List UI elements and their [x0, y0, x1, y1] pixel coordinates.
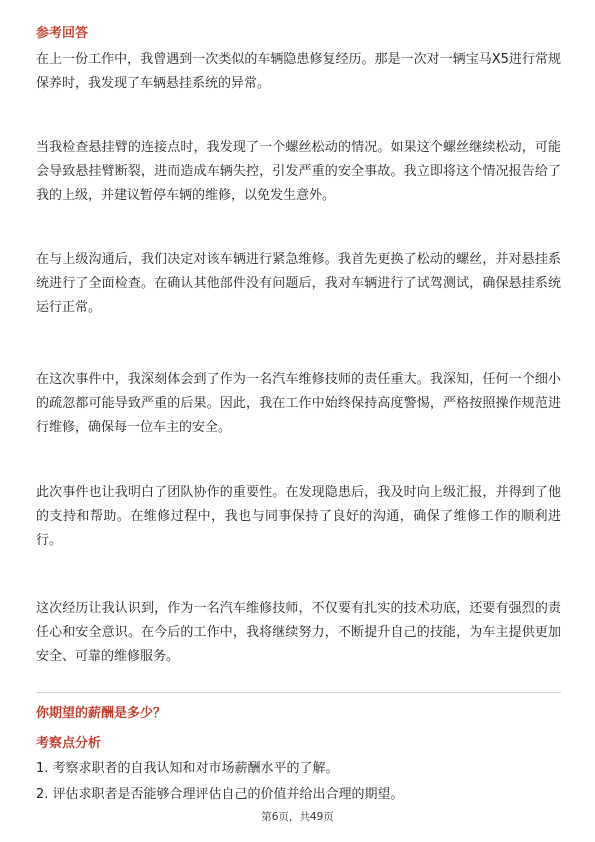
question-heading: 你期望的薪酬是多少？	[36, 706, 167, 721]
paragraph-3: 在与上级沟通后，我们决定对该车辆进行紧急维修。我首先更换了松动的螺丝，并对悬挂系统进行了全面检查。在确认其他部件没有问题后，我对车辆进行了试驾测试，确保悬挂系统运行正常。	[36, 252, 561, 315]
paragraph-1: 在上一份工作中，我曾遇到一次类似的车辆隐患修复经历。那是一次对一辆宝马X5进行常规保养时，我发现了车辆悬挂系统的异常。	[36, 52, 561, 91]
reference-answer-heading: 参考回答	[36, 26, 89, 41]
paragraph-4: 在这次事件中，我深刻体会到了作为一名汽车维修技师的责任重大。我深知，任何一个细小的疏忽都可能导致严重的后果。因此，我在工作中始终保持高度警惕，严格按照操作规范进行维修，确保每一位车主的安全。	[36, 372, 561, 435]
analysis-point-1: 1. 考察求职者的自我认知和对市场薪酬水平的了解。	[36, 761, 339, 776]
paragraph-5: 此次事件也让我明白了团队协作的重要性。在发现隐患后，我及时向上级汇报，并得到了他的支持和帮助。在维修过程中，我也与同事保持了良好的沟通，确保了维修工作的顺利进行。	[36, 485, 561, 548]
paragraph-2: 当我检查悬挂臂的连接点时，我发现了一个螺丝松动的情况。如果这个螺丝继续松动，可能会导致悬挂臂断裂，进而造成车辆失控，引发严重的安全事故。我立即将这个情况报告给了我的上级，并建议暂停车辆的维修，以免发生意外。	[36, 140, 561, 203]
analysis-point-2: 2. 评估求职者是否能够合理评估自己的价值并给出合理的期望。	[36, 787, 404, 802]
page-number-footer: 第6页，共49页	[261, 811, 334, 823]
analysis-heading: 考察点分析	[36, 736, 102, 751]
paragraph-6: 这次经历让我认识到，作为一名汽车维修技师，不仅要有扎实的技术功底，还要有强烈的责任心和安全意识。在今后的工作中，我将继续努力，不断提升自己的技能，为车主提供更加安全、可靠的维修服务。	[36, 601, 561, 664]
section-divider	[36, 692, 561, 693]
